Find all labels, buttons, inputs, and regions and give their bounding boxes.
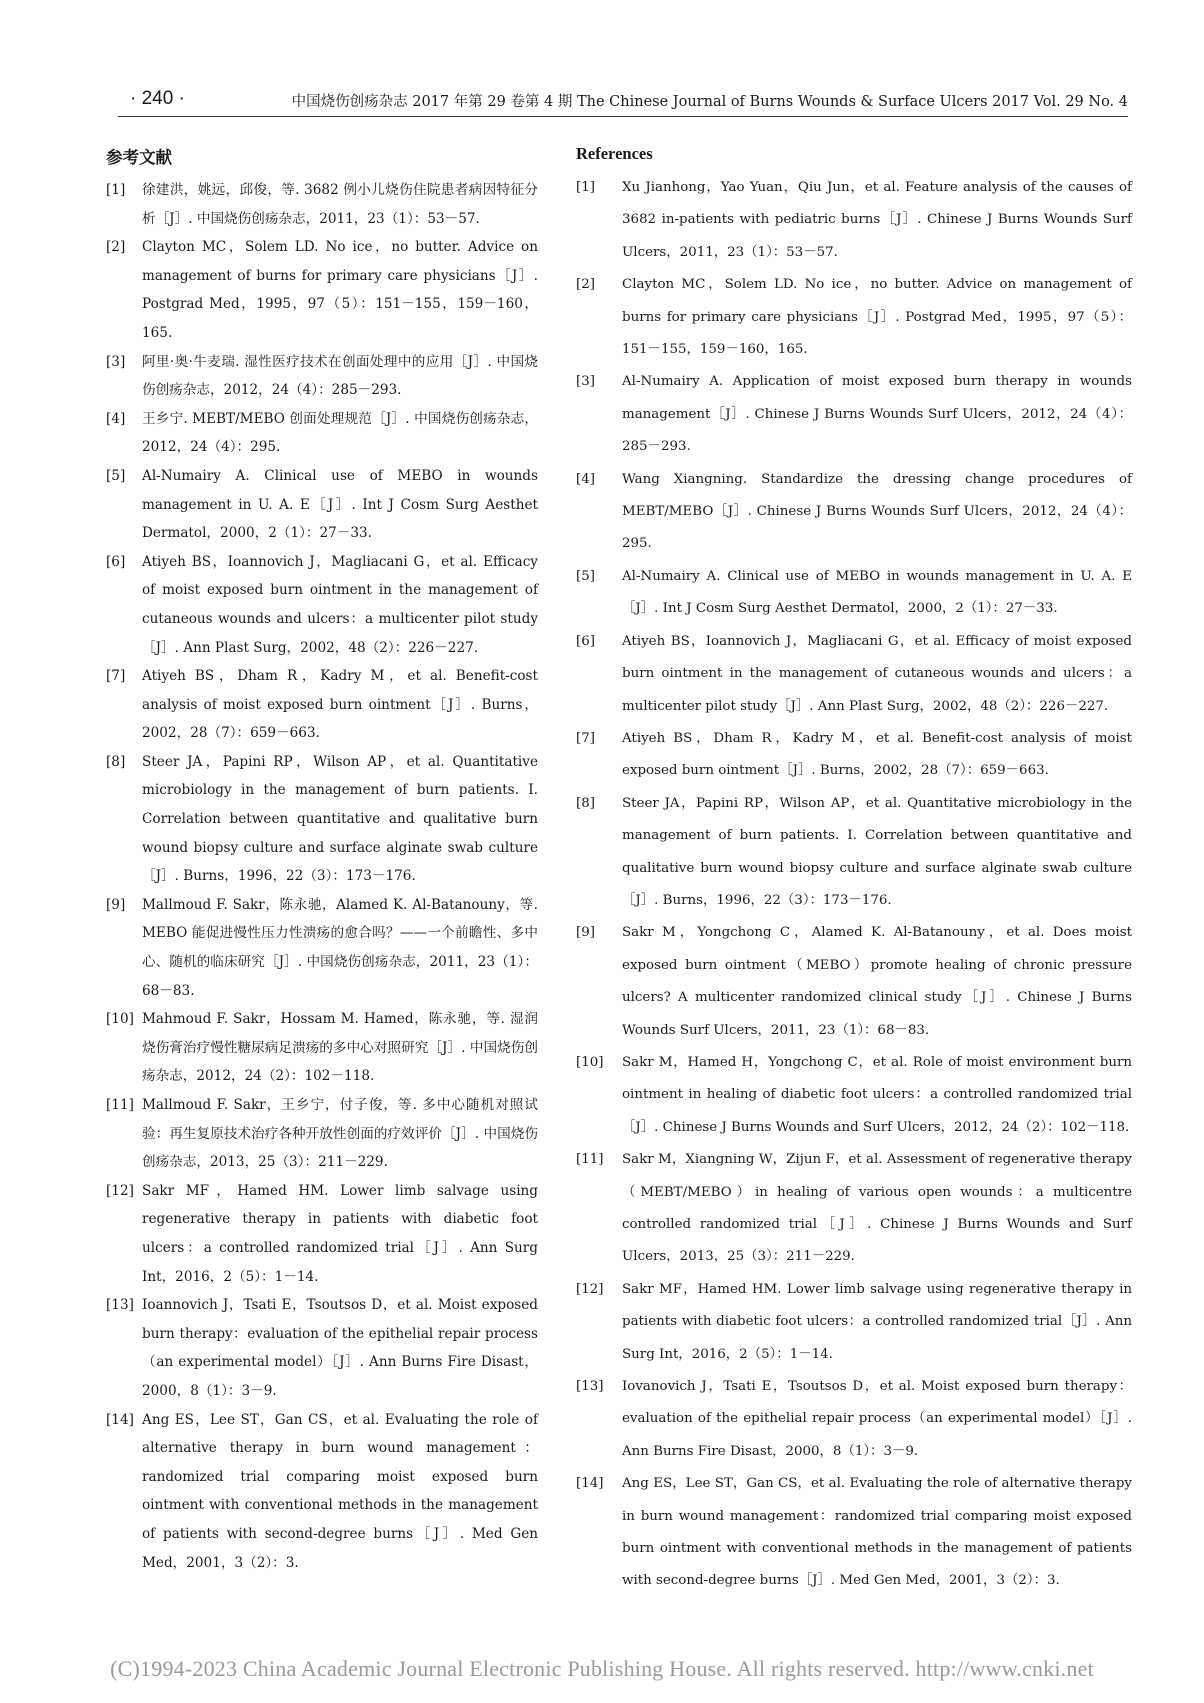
reference-entry [106,176,538,233]
reference-number: [5] [576,568,595,584]
references-english-column [576,140,1132,1598]
reference-entry [576,366,1132,463]
reference-entry [576,788,1132,918]
reference-number: [3] [106,353,126,370]
reference-text: 王乡宁. MEBT/MEBO 创面处理规范［J］. 中国烧伤创疡杂志，2012，24（4）：295. [142,410,538,456]
reference-entry [106,233,538,347]
reference-text: Xu Jianhong，Yao Yuan，Qiu Jun，et al. Feature analysis of the causes of 3682 in-patients with pediatric burns［J］. Chinese J Burns Wounds Surf Ulcers，2011，23（1）：53－57. [622,180,1132,260]
reference-text: Sakr M，Yongchong C，Alamed K. Al-Batanouny，et al. Does moist exposed burn ointment（MEBO）promote healing of chronic pressure ulcers? A multicenter randomized clinical study［J］. Chinese J Burns Wounds Surf Ulcers，2011，23（1）：68－83. [622,925,1132,1038]
reference-number: [9] [106,896,126,913]
reference-number: [11] [576,1152,604,1168]
references-heading-chinese: 参考文献 [106,148,172,167]
reference-text: Mallmoud F. Sakr，王乡宁，付子俊，等. 多中心随机对照试验：再生复原技术治疗各种开放性创面的疗效评价［J］. 中国烧伤创疡杂志，2013，25（3）：211－229. [142,1097,538,1171]
reference-text: Ang ES，Lee ST，Gan CS，et al. Evaluating the role of alternative therapy in burn wound management：randomized trial comparing moist exposed burn ointment with conventional methods in the management of patients with second-degree burns［J］. Med Gen Med，2001，3（2）：3. [142,1411,538,1571]
reference-entry [106,462,538,548]
reference-text: Iovanovich J，Tsati E，Tsoutsos D，et al. Moist exposed burn therapy：evaluation of the epithelial repair process（an experimental model）［J］. Ann Burns Fire Disast，2000，8（1）：3－9. [622,1379,1132,1459]
copyright-footer: (C)1994-2023 China Academic Journal Electronic Publishing House. All rights reserved. http://www.cnki.net [110,1656,1094,1681]
reference-text: Clayton MC，Solem LD. No ice，no butter. Advice on management of burns for primary care physicians［J］. Postgrad Med，1995，97（5）：151－155，159－160，165. [142,239,538,341]
reference-entry [576,172,1132,269]
reference-list-chinese [106,176,538,1577]
running-header [118,86,1128,117]
reference-number: [10] [576,1054,604,1070]
reference-number: [3] [576,374,595,390]
reference-text: Mahmoud F. Sakr，Hossam M. Hamed，陈永驰，等. 湿润烧伤膏治疗慢性糖尿病足溃疡的多中心对照研究［J］. 中国烧伤创疡杂志，2012，24（2）：102－118. [142,1011,538,1085]
reference-number: [12] [576,1281,604,1297]
reference-entry [106,748,538,891]
reference-text: Steer JA，Papini RP，Wilson AP，et al. Quantitative microbiology in the management of burn patients. I. Correlation between quantitative and qualitative burn wound biopsy culture and surface alginate swab culture［J］. Burns，1996，22（3）：173－176. [622,795,1132,908]
reference-number: [14] [106,1411,134,1428]
reference-number: [5] [106,467,126,484]
reference-entry [576,1144,1132,1274]
reference-number: [13] [576,1379,604,1395]
reference-text: Atiyeh BS，Dham R，Kadry M，et al. Benefit-cost analysis of moist exposed burn ointment［J］. Burns，2002，28（7）：659－663. [622,730,1132,779]
reference-entry [106,348,538,405]
reference-entry [576,269,1132,366]
references-chinese-column [106,140,538,1577]
page-number: · 240 · [130,88,185,109]
reference-text: Atiyeh BS，Dham R，Kadry M，et al. Benefit-cost analysis of moist exposed burn ointment［J］. Burns，2002，28（7）：659－663. [142,668,538,742]
reference-number: [7] [576,730,595,746]
reference-text: Ioannovich J，Tsati E，Tsoutsos D，et al. Moist exposed burn therapy：evaluation of the epithelial repair process（an experimental model）［J］. Ann Burns Fire Disast，2000，8（1）：3－9. [142,1297,538,1399]
reference-entry [106,662,538,748]
reference-entry [576,1047,1132,1144]
reference-entry [106,1091,538,1177]
reference-text: Al-Numairy A. Clinical use of MEBO in wounds management in U. A. E［J］. Int J Cosm Surg Aesthet Dermatol，2000，2（1）：27－33. [622,568,1132,617]
reference-number: [14] [576,1476,604,1492]
reference-number: [6] [106,553,126,570]
reference-entry [576,917,1132,1047]
reference-entry [576,1468,1132,1598]
reference-number: [4] [106,410,126,427]
reference-entry [106,1291,538,1405]
references-heading-english: References [576,144,653,163]
reference-number: [13] [106,1297,134,1314]
reference-text: Atiyeh BS，Ioannovich J，Magliacani G，et al. Efficacy of moist exposed burn ointment in the management of cutaneous wounds and ulcers：a multicenter pilot study［J］. Ann Plast Surg，2002，48（2）：226－227. [142,553,538,656]
reference-text: Ang ES，Lee ST，Gan CS，et al. Evaluating the role of alternative therapy in burn wound management：randomized trial comparing moist exposed burn ointment with conventional methods in the management of patients with second-degree burns［J］. Med Gen Med，2001，3（2）：3. [622,1476,1132,1589]
reference-entry [576,626,1132,723]
reference-text: Sakr MF，Hamed HM. Lower limb salvage using regenerative therapy in patients with diabetic foot ulcers：a controlled randomized trial［J］. Ann Surg Int，2016，2（5）：1－14. [622,1281,1132,1362]
reference-number: [1] [576,180,595,195]
reference-entry [106,548,538,662]
reference-number: [6] [576,633,595,649]
reference-number: [7] [106,668,126,685]
running-title: 中国烧伤创疡杂志 2017 年第 29 卷第 4 期 The Chinese Journal of Burns Wounds & Surface Ulcers 2017 Vol. 29 No. 4 [291,94,1128,110]
reference-entry [106,1406,538,1578]
reference-text: Sakr MF，Hamed HM. Lower limb salvage using regenerative therapy in patients with diabetic foot ulcers：a controlled randomized trial［J］. Ann Surg Int，2016，2（5）：1－14. [142,1182,538,1285]
reference-text: 阿里·奥·牛麦瑞. 湿性医疗技术在创面处理中的应用［J］. 中国烧伤创疡杂志，2012，24（4）：285－293. [142,353,538,399]
reference-entry [576,1371,1132,1468]
reference-text: Sakr M，Xiangning W，Zijun F，et al. Assessment of regenerative therapy（MEBT/MEBO）in healing of various open wounds：a multicentre controlled randomized trial［J］. Chinese J Burns Wounds and Surf Ulcers，2013，25（3）：211－229. [622,1152,1132,1265]
reference-number: [1] [106,182,126,198]
reference-entry [106,1005,538,1091]
reference-number: [4] [576,471,595,487]
reference-number: [8] [106,753,126,770]
reference-number: [11] [106,1097,134,1113]
reference-text: Wang Xiangning. Standardize the dressing change procedures of MEBT/MEBO［J］. Chinese J Burns Wounds Surf Ulcers，2012，24（4）：295. [622,471,1132,552]
reference-entry [576,723,1132,788]
reference-number: [12] [106,1182,134,1199]
reference-number: [9] [576,925,595,941]
reference-text: Atiyeh BS，Ioannovich J，Magliacani G，et al. Efficacy of moist exposed burn ointment in the management of cutaneous wounds and ulcers：a multicenter pilot study［J］. Ann Plast Surg，2002，48（2）：226－227. [622,633,1132,714]
reference-entry [106,891,538,1005]
reference-list-english [576,172,1132,1598]
reference-text: Mallmoud F. Sakr，陈永驰，Alamed K. Al-Batanouny，等. MEBO 能促进慢性压力性溃疡的愈合吗？——一个前瞻性、多中心、随机的临床研究［J］. 中国烧伤创疡杂志，2011，23（1）：68－83. [142,896,538,999]
reference-text: Clayton MC，Solem LD. No ice，no butter. Advice on management of burns for primary care physicians［J］. Postgrad Med，1995，97（5）：151－155，159－160，165. [622,277,1132,358]
reference-number: [2] [576,277,595,293]
reference-text: Al-Numairy A. Application of moist exposed burn therapy in wounds management［J］. Chinese J Burns Wounds Surf Ulcers，2012，24（4）：285－293. [622,374,1132,455]
reference-entry [106,1177,538,1291]
reference-number: [10] [106,1011,134,1028]
reference-entry [576,561,1132,626]
reference-text: 徐建洪，姚远，邱俊，等. 3682 例小儿烧伤住院患者病因特征分析［J］. 中国烧伤创疡杂志，2011，23（1）：53－57. [142,182,538,227]
reference-entry [576,464,1132,561]
reference-text: Sakr M，Hamed H，Yongchong C，et al. Role of moist environment burn ointment in healing of diabetic foot ulcers：a controlled randomized trial［J］. Chinese J Burns Wounds and Surf Ulcers，2012，24（2）：102－118. [622,1054,1132,1135]
reference-text: Al-Numairy A. Clinical use of MEBO in wounds management in U. A. E［J］. Int J Cosm Surg Aesthet Dermatol，2000，2（1）：27－33. [142,467,538,542]
reference-number: [8] [576,795,595,811]
reference-entry [106,405,538,462]
reference-entry [576,1274,1132,1371]
reference-text: Steer JA，Papini RP，Wilson AP，et al. Quantitative microbiology in the management of burn patients. I. Correlation between quantitative and qualitative burn wound biopsy culture and surface alginate swab culture［J］. Burns，1996，22（3）：173－176. [142,753,538,885]
reference-number: [2] [106,239,126,256]
